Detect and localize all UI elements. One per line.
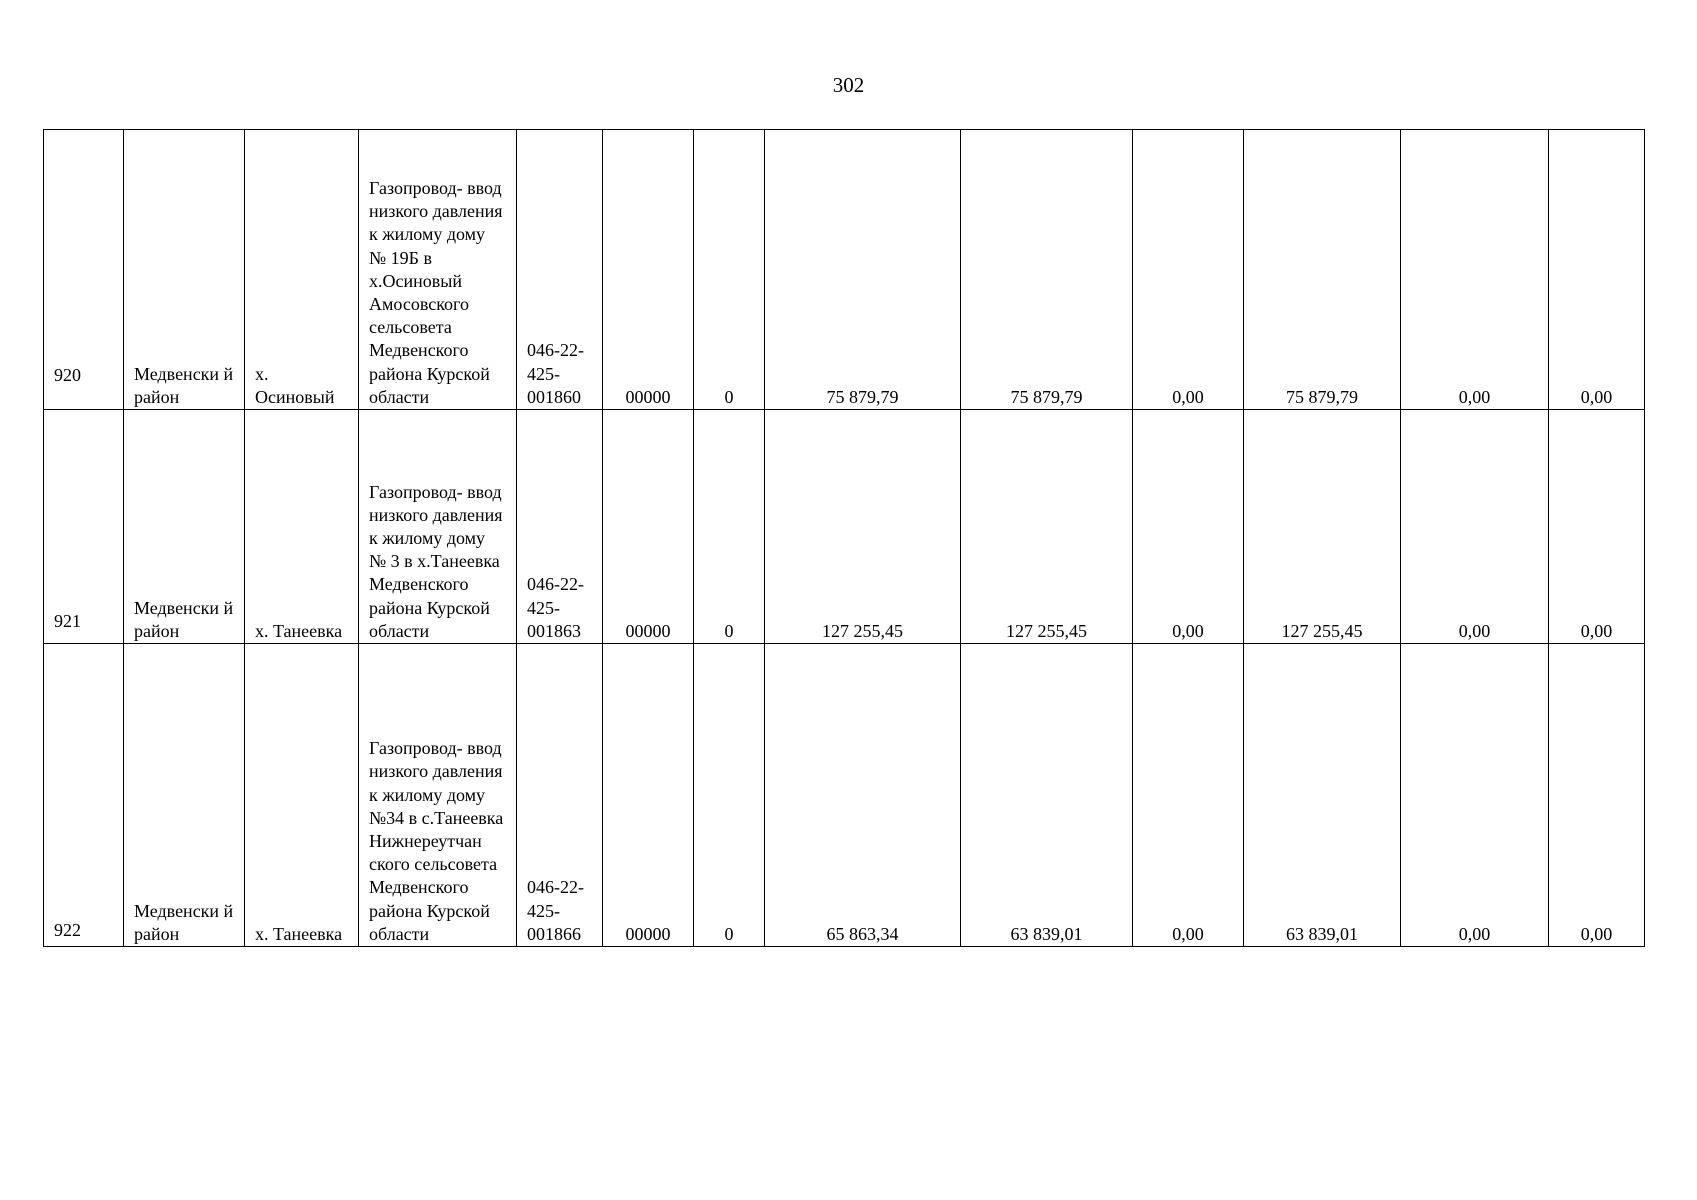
- settlement-cell: х. Осиновый: [245, 130, 359, 410]
- object-description-cell: Газопровод- ввод низкого давления к жилому дому № 3 в х.Танеевка Медвенского района Курской области: [359, 410, 517, 644]
- cadastral-number-cell: 046-22- 425- 001866: [517, 644, 603, 947]
- value-2-cell: 127 255,45: [961, 410, 1133, 644]
- value-3-cell: 0,00: [1133, 410, 1244, 644]
- value-3-cell: 0,00: [1133, 130, 1244, 410]
- value-5-cell: 0,00: [1401, 410, 1549, 644]
- row-number: 921: [54, 610, 81, 631]
- row-number-cell: [44, 410, 124, 644]
- page-number: 302: [832, 73, 865, 97]
- district-cell: Медвенски й район: [124, 130, 245, 410]
- zero-cell: 0: [694, 644, 765, 947]
- row-number: 922: [54, 919, 81, 940]
- value-2-cell: 63 839,01: [961, 644, 1133, 947]
- table-row: [44, 644, 1645, 947]
- object-description-cell: Газопровод- ввод низкого давления к жилому дому № 19Б в х.Осиновый Амосовского сельсовета Медвенского района Курской области: [359, 130, 517, 410]
- value-4-cell: 127 255,45: [1244, 410, 1401, 644]
- value-1-cell: 127 255,45: [765, 410, 961, 644]
- value-6-cell: 0,00: [1549, 410, 1645, 644]
- row-number: 920: [54, 364, 81, 385]
- value-4-cell: 63 839,01: [1244, 644, 1401, 947]
- row-number-cell: [44, 130, 124, 410]
- registry-table: [43, 129, 1645, 947]
- zero-cell: 0: [694, 410, 765, 644]
- value-6-cell: 0,00: [1549, 130, 1645, 410]
- table-row: [44, 130, 1645, 410]
- cadastral-number-cell: 046-22- 425- 001863: [517, 410, 603, 644]
- value-2-cell: 75 879,79: [961, 130, 1133, 410]
- cadastral-number-cell: 046-22- 425- 001860: [517, 130, 603, 410]
- district-cell: Медвенски й район: [124, 410, 245, 644]
- value-4-cell: 75 879,79: [1244, 130, 1401, 410]
- district-cell: Медвенски й район: [124, 644, 245, 947]
- value-1-cell: 75 879,79: [765, 130, 961, 410]
- value-5-cell: 0,00: [1401, 644, 1549, 947]
- row-number-cell: [44, 644, 124, 947]
- value-5-cell: 0,00: [1401, 130, 1549, 410]
- value-1-cell: 65 863,34: [765, 644, 961, 947]
- code-cell: 00000: [603, 410, 694, 644]
- zero-cell: 0: [694, 130, 765, 410]
- table-row: [44, 410, 1645, 644]
- settlement-cell: х. Танеевка: [245, 410, 359, 644]
- value-3-cell: 0,00: [1133, 644, 1244, 947]
- object-description-cell: Газопровод- ввод низкого давления к жилому дому №34 в с.Танеевка Нижнереутчан ского сельсовета Медвенского района Курской области: [359, 644, 517, 947]
- value-6-cell: 0,00: [1549, 644, 1645, 947]
- code-cell: 00000: [603, 130, 694, 410]
- settlement-cell: х. Танеевка: [245, 644, 359, 947]
- code-cell: 00000: [603, 644, 694, 947]
